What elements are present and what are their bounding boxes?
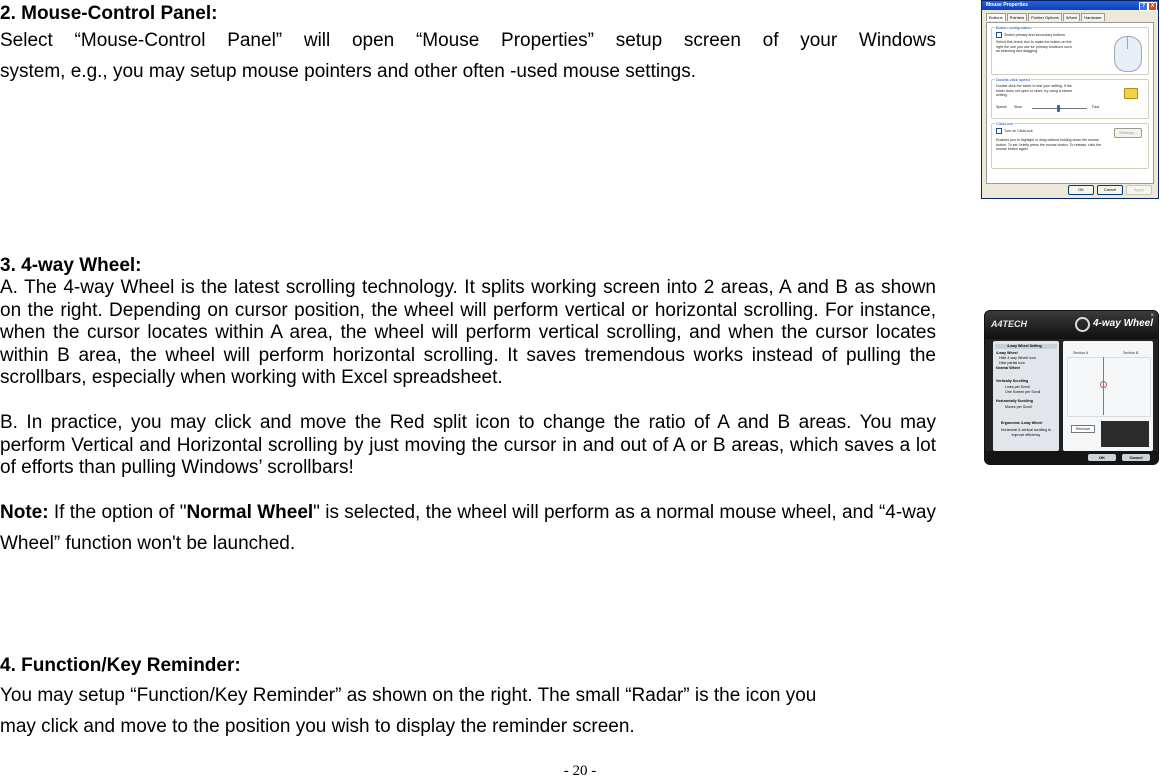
section-mouse-control-panel <box>0 3 936 87</box>
button-config-desc-1: Select this check box to make the button on the <box>996 40 1072 44</box>
cancel-button[interactable]: Cancel <box>1097 185 1123 195</box>
setting-title: 4-way Wheel Setting <box>1007 344 1042 348</box>
wheel-icon <box>1075 317 1090 332</box>
section-2-heading: 2. Mouse-Control Panel: <box>0 3 218 24</box>
mouse-properties-title: Mouse Properties <box>986 2 1028 8</box>
button-config-desc-3: as selecting and dragging. <box>996 49 1038 54</box>
ergonomic-title: Ergonomic 4-way Wheel <box>1001 421 1043 425</box>
clicklock-desc-2: button. To set, briefly press the mouse button. To release, click the <box>996 142 1102 147</box>
close-icon[interactable]: × <box>1150 313 1154 319</box>
section-4-line-2: may click and move to the position you wish to display the reminder screen. <box>0 716 635 737</box>
dialog-buttons <box>1068 185 1152 195</box>
section-3-note <box>0 497 936 559</box>
wheel-app-header <box>985 311 1158 339</box>
wheel-cancel-button[interactable]: Cancel <box>1122 454 1150 461</box>
section-3-paragraph-a: A. The 4-way Wheel is the latest scrolling technology. It splits working screen into 2 areas, A and B as shown on the right. Depending on cursor position, the wheel will perform vertical or horizontal scrolling. For instance, when the cursor locates within A area, the wheel will perform vertical scrolling, and when the cursor locates within B area, the wheel will perform horizontal scrolling. It saves tremendous works instead of pulling the scrollbars, especially when working with Excel spreadsheet. <box>0 277 936 389</box>
option-normal-wheel[interactable]: Normal Wheel <box>996 366 1020 370</box>
section-2-line-2: system, e.g., you may setup mouse pointers and other often -used mouse settings. <box>0 61 696 82</box>
section-b-label: Section B <box>1123 351 1139 355</box>
wheel-preview-panel <box>1063 341 1153 451</box>
slider-knob[interactable] <box>1057 105 1060 112</box>
lines-per-scroll[interactable]: Lines per Scroll <box>1005 385 1030 389</box>
apply-button[interactable]: Apply <box>1126 185 1152 195</box>
a4tech-logo: A4TECH <box>991 319 1028 329</box>
help-panel <box>1101 421 1149 447</box>
one-screen-per-scroll[interactable]: One Screen per Scroll <box>1005 390 1041 394</box>
section-4-way-wheel <box>0 255 936 559</box>
double-click-desc-2: folder does not open or close, try using a slower <box>996 88 1073 93</box>
ok-button[interactable]: OK <box>1068 185 1094 195</box>
tab-hardware[interactable]: Hardware <box>1081 13 1104 21</box>
switch-buttons-label: Switch primary and secondary buttons <box>1004 32 1065 37</box>
section-function-key-reminder <box>0 655 936 742</box>
tab-pointer-options[interactable]: Pointer Options <box>1028 13 1062 21</box>
fast-label: Fast <box>1092 105 1099 109</box>
clicklock-label: Turn on ClickLock <box>1004 128 1033 133</box>
clicklock-title: ClickLock <box>996 121 1014 126</box>
ergonomic-desc: Horizontal & vertical scrolling to improve efficiency <box>1000 428 1052 437</box>
red-icon-label: Red icon <box>1071 425 1095 433</box>
clicklock-desc-1: Enables you to highlight or drag without holding down the mouse <box>996 138 1099 142</box>
option-hide-icon[interactable]: Hide 4-way Wheel icon <box>999 356 1036 360</box>
folder-icon[interactable] <box>1124 88 1138 99</box>
section-3-paragraph-b: B. In practice, you may click and move the Red split icon to change the ratio of A and B areas. You may perform Vertical and Horizontal scrolling by just moving the cursor in and out of A or B areas, which saves a lot of efforts than pulling Windows’ scrollbars! <box>0 411 936 479</box>
wheel-app-footer <box>985 451 1158 464</box>
clicklock-desc-3: mouse button again. <box>996 147 1029 152</box>
section-2-line-1: Select “Mouse-Control Panel” will open “Mouse Properties” setup screen of your Windows <box>0 30 936 51</box>
wheel-ok-button[interactable]: OK <box>1088 454 1116 461</box>
checkbox-icon[interactable] <box>996 128 1002 134</box>
tab-buttons[interactable]: Buttons <box>986 13 1006 21</box>
red-split-icon[interactable] <box>1100 381 1107 388</box>
tab-pointers[interactable]: Pointers <box>1007 13 1028 21</box>
buttons-pane <box>986 22 1154 184</box>
horizontal-scrolling-title: Horizontally Scrolling <box>996 399 1033 403</box>
help-icon[interactable]: ? <box>1139 2 1148 11</box>
mouse-properties-tabs <box>982 10 1158 21</box>
mouse-icon <box>1114 36 1142 72</box>
speed-label: Speed: <box>996 105 1008 109</box>
double-click-desc-1: Double-click the folder to test your setting. If the <box>996 84 1072 88</box>
slow-label: Slow <box>1014 105 1022 109</box>
section-3-heading: 3. 4-way Wheel: <box>0 255 142 276</box>
page-number: - 20 - <box>563 763 597 779</box>
switch-buttons-checkbox[interactable] <box>996 32 1065 38</box>
button-configuration-group <box>991 27 1149 75</box>
note-normal-wheel: Normal Wheel <box>186 501 314 523</box>
section-4-line-1: You may setup “Function/Key Reminder” as shown on the right. The small “Radar” is the icon you <box>0 685 817 706</box>
section-4-heading: 4. Function/Key Reminder: <box>0 655 241 676</box>
note-text-post: " is selected, the wheel will perform as a normal mouse wheel, and “4-way Wheel” function won't be launched. <box>0 501 936 554</box>
checkbox-icon[interactable] <box>996 32 1002 38</box>
double-click-desc-3: setting. <box>996 93 1008 98</box>
mouse-properties-titlebar <box>982 1 1158 10</box>
close-icon[interactable]: X <box>1148 2 1157 11</box>
double-click-speed-group <box>991 79 1149 119</box>
wheel-settings-panel <box>993 341 1059 451</box>
double-click-title: Double-click speed <box>996 77 1030 82</box>
clicklock-group <box>991 123 1149 169</box>
section-a-label: Section A <box>1073 351 1089 355</box>
mouse-properties-screenshot <box>981 0 1159 199</box>
wheel-app-title: 4-way Wheel <box>1093 318 1154 329</box>
note-label: Note: <box>0 501 49 523</box>
moves-per-scroll[interactable]: Moves per Scroll <box>1005 405 1032 409</box>
four-way-wheel-screenshot <box>984 310 1159 465</box>
note-text-pre: If the option of " <box>48 501 187 523</box>
clicklock-settings-button[interactable]: Settings... <box>1114 128 1142 138</box>
preview-area <box>1067 357 1151 417</box>
button-configuration-title: Button configuration <box>996 25 1032 30</box>
vertical-scrolling-title: Vertically Scrolling <box>996 379 1029 383</box>
button-config-desc-2: right the one you use for primary functions such <box>996 44 1072 49</box>
tab-wheel[interactable]: Wheel <box>1063 13 1080 21</box>
option-hide-partial[interactable]: Hide partial icon <box>999 361 1025 365</box>
clicklock-checkbox[interactable] <box>996 128 1033 134</box>
option-4-way-wheel[interactable]: 4-way Wheel <box>996 351 1018 355</box>
